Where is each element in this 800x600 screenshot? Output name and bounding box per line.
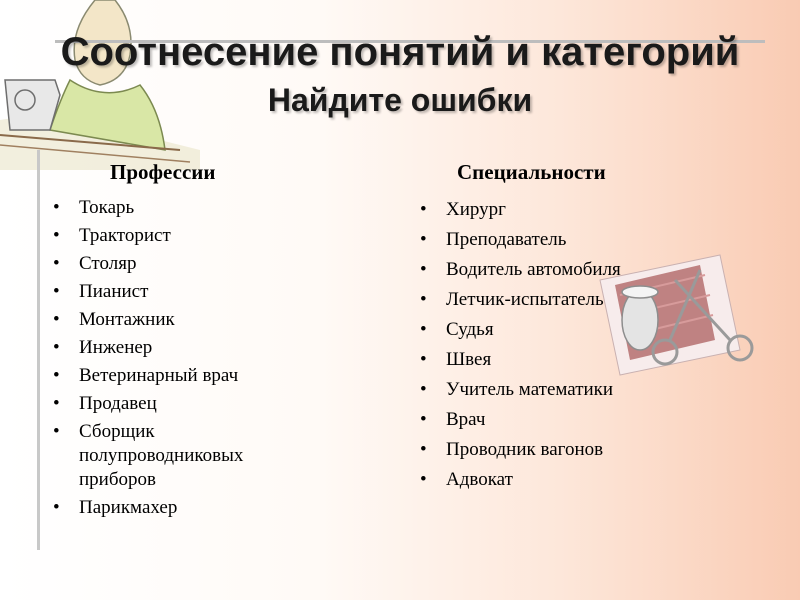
professions-heading: Профессии — [110, 160, 216, 184]
list-item: • Летчик-испытатель — [412, 287, 712, 313]
list-item: • Инженер — [45, 336, 315, 360]
page-title: Соотнесение понятий и категорий — [60, 30, 740, 74]
list-item: • Парикмахер — [45, 496, 315, 520]
list-item: • Хирург — [412, 197, 712, 223]
list-item: • Проводник вагонов — [412, 437, 712, 463]
list-item: • Преподаватель — [412, 227, 712, 253]
list-item: • Тракторист — [45, 224, 315, 248]
list-item: • Врач — [412, 407, 712, 433]
list-item: • Продавец — [45, 392, 315, 416]
list-item: • Столяр — [45, 252, 315, 276]
specialties-heading: Специальности — [457, 160, 606, 184]
list-item: • Сборщик полупроводниковых приборов — [45, 420, 315, 492]
list-item: • Адвокат — [412, 467, 712, 493]
list-item: • Судья — [412, 317, 712, 343]
professions-list — [45, 196, 315, 524]
list-item: • Учитель математики — [412, 377, 712, 403]
specialties-list — [412, 197, 712, 497]
page-subtitle: Найдите ошибки — [267, 82, 533, 118]
list-item: • Водитель автомобиля — [412, 257, 712, 283]
list-item: • Пианист — [45, 280, 315, 304]
list-item: • Ветеринарный врач — [45, 364, 315, 388]
left-divider — [37, 150, 40, 550]
list-item: • Швея — [412, 347, 712, 373]
list-item: • Токарь — [45, 196, 315, 220]
list-item: • Монтажник — [45, 308, 315, 332]
